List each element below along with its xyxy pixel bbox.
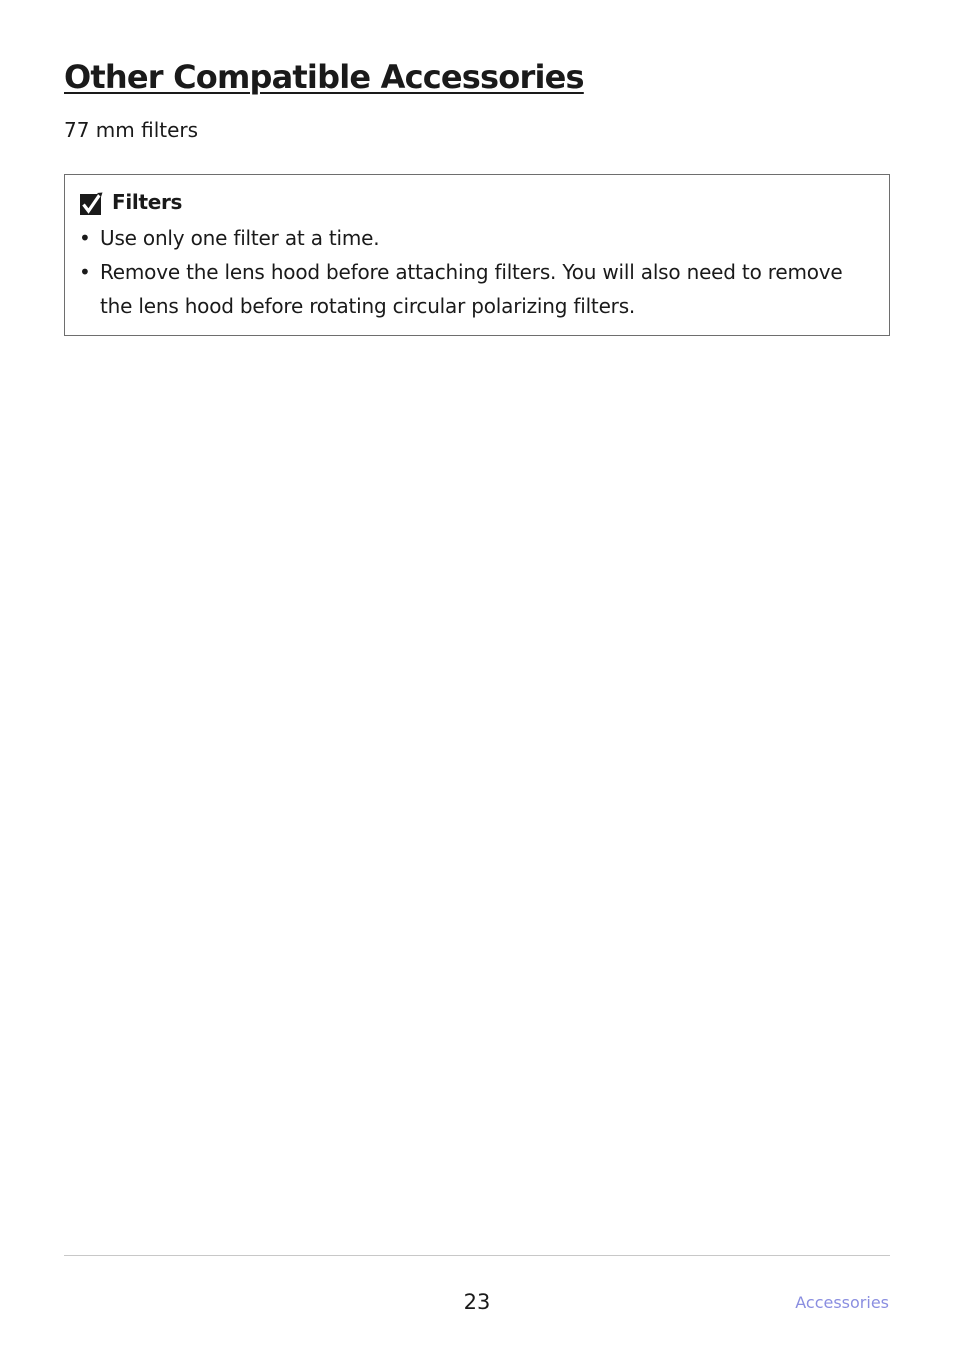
page-number: 23	[463, 1290, 491, 1314]
bullet-glyph: •	[79, 260, 91, 284]
note-header	[80, 189, 182, 215]
page-title: Other Compatible Accessories	[64, 58, 584, 96]
list-item	[79, 255, 869, 323]
list-item-text: Remove the lens hood before attaching filters. You will also need to remove the lens hood before rotating circular polarizing filters.	[100, 260, 843, 318]
list-item-text: Use only one filter at a time.	[100, 226, 380, 250]
note-title: Filters	[112, 190, 183, 214]
note-list	[79, 221, 869, 323]
list-item	[79, 221, 869, 255]
checkmark-icon	[80, 192, 103, 215]
footer-divider	[64, 1255, 890, 1256]
intro-text: 77 mm filters	[64, 118, 199, 142]
bullet-glyph: •	[79, 226, 91, 250]
note-box	[64, 174, 890, 336]
section-link[interactable]: Accessories	[795, 1293, 889, 1312]
